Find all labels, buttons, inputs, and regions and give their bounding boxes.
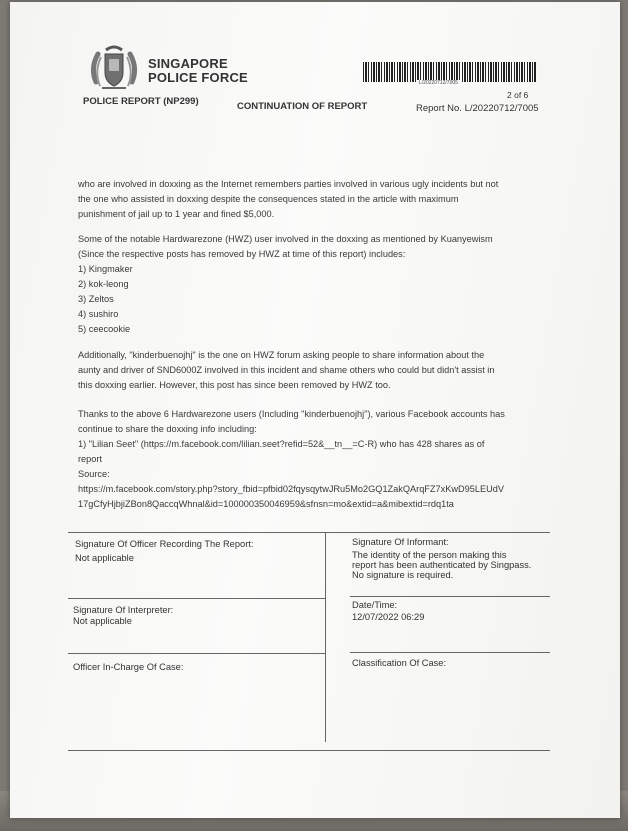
- form-title: POLICE REPORT (NP299): [83, 96, 199, 107]
- classification-label: Classification Of Case:: [352, 658, 447, 668]
- text-line: 17gCfyHjbjiZBon8QaccqWhnal&id=100000350046959&sfnsn=mo&extid=a&mibextid=rdq1ta: [78, 499, 454, 509]
- table-border-row2-left: [68, 653, 325, 654]
- continuation-title: CONTINUATION OF REPORT: [237, 101, 368, 112]
- text-line: the one who assisted in doxxing despite the consequences stated in the article with maximum: [78, 194, 459, 204]
- text-line: Source:: [78, 469, 110, 479]
- paragraph-hwz-users: [78, 232, 548, 262]
- table-border-top: [68, 532, 550, 533]
- org-name-line2: POLICE FORCE: [148, 70, 248, 85]
- text-line: who are involved in doxxing as the Internet remembers parties involved in various ugly incidents but not: [78, 179, 499, 189]
- list-item: 4) sushiro: [78, 309, 119, 319]
- table-border-row1-right: [350, 596, 550, 597]
- interpreter-signature-value: Not applicable: [73, 616, 132, 626]
- table-border-row2-right: [350, 652, 550, 653]
- text-line: The identity of the person making this: [352, 550, 507, 560]
- text-line: aunty and driver of SND6000Z involved in this incident and shame others who could but didn't assist in: [78, 365, 495, 375]
- text-line: report has been authenticated by Singpass.: [352, 560, 532, 570]
- org-name: [148, 57, 248, 85]
- report-number: Report No. L/20220712/7005: [416, 103, 539, 114]
- page-number: 2 of 6: [507, 90, 529, 100]
- informant-signature-value: [352, 550, 531, 580]
- barcode-text: L/20220712/7005: [416, 80, 461, 86]
- list-item: 1) Kingmaker: [78, 264, 133, 274]
- user-list: [78, 262, 548, 337]
- paragraph-consequences: [78, 177, 548, 222]
- text-line: continue to share the doxxing info including:: [78, 424, 257, 434]
- text-line: punishment of jail up to 1 year and fined $5,000.: [78, 209, 275, 219]
- informant-signature-label: Signature Of Informant:: [352, 537, 449, 547]
- text-line: No signature is required.: [352, 570, 454, 580]
- table-divider-vertical: [325, 532, 326, 742]
- org-name-line1: SINGAPORE: [148, 56, 228, 71]
- police-crest-icon: [88, 42, 140, 94]
- text-line: (Since the respective posts has removed by HWZ at time of this report) includes:: [78, 249, 406, 259]
- text-line: https://m.facebook.com/story.php?story_fbid=pfbid02fqysqytwJRu5Mo2GQ1ZakQArqFZ7xKwD95LEUdV: [78, 484, 504, 494]
- interpreter-signature-label: Signature Of Interpreter:: [73, 605, 174, 615]
- list-item: 5) ceecookie: [78, 324, 131, 334]
- report-page: [10, 2, 620, 818]
- text-line: report: [78, 454, 103, 464]
- table-border-bottom: [68, 750, 550, 751]
- text-line: 1) "Lilian Seet" (https://m.facebook.com/lilian.seet?refid=52&__tn__=C-R) who has 428 shares as of: [78, 439, 485, 449]
- datetime-label: Date/Time:: [352, 600, 398, 610]
- text-line: Thanks to the above 6 Hardwarezone users (Including "kinderbuenojhj"), various Facebook accounts has: [78, 409, 505, 419]
- officer-signature-value: Not applicable: [75, 553, 134, 563]
- text-line: this doxxing earlier. However, this post has since been removed by HWZ too.: [78, 380, 391, 390]
- table-border-row1-left: [68, 598, 325, 599]
- officer-in-charge-label: Officer In-Charge Of Case:: [73, 662, 184, 672]
- barcode: [363, 62, 537, 82]
- text-line: Additionally, "kinderbuenojhj" is the one on HWZ forum asking people to share information about the: [78, 350, 485, 360]
- text-line: Some of the notable Hardwarezone (HWZ) user involved in the doxxing as mentioned by Kuanyewism: [78, 234, 493, 244]
- paragraph-facebook-accounts: [78, 407, 548, 512]
- paragraph-kinderbuenojhj: [78, 348, 548, 393]
- officer-signature-label: Signature Of Officer Recording The Report:: [75, 539, 254, 549]
- list-item: 2) kok-leong: [78, 279, 129, 289]
- datetime-value: 12/07/2022 06:29: [352, 612, 425, 622]
- list-item: 3) Zeltos: [78, 294, 114, 304]
